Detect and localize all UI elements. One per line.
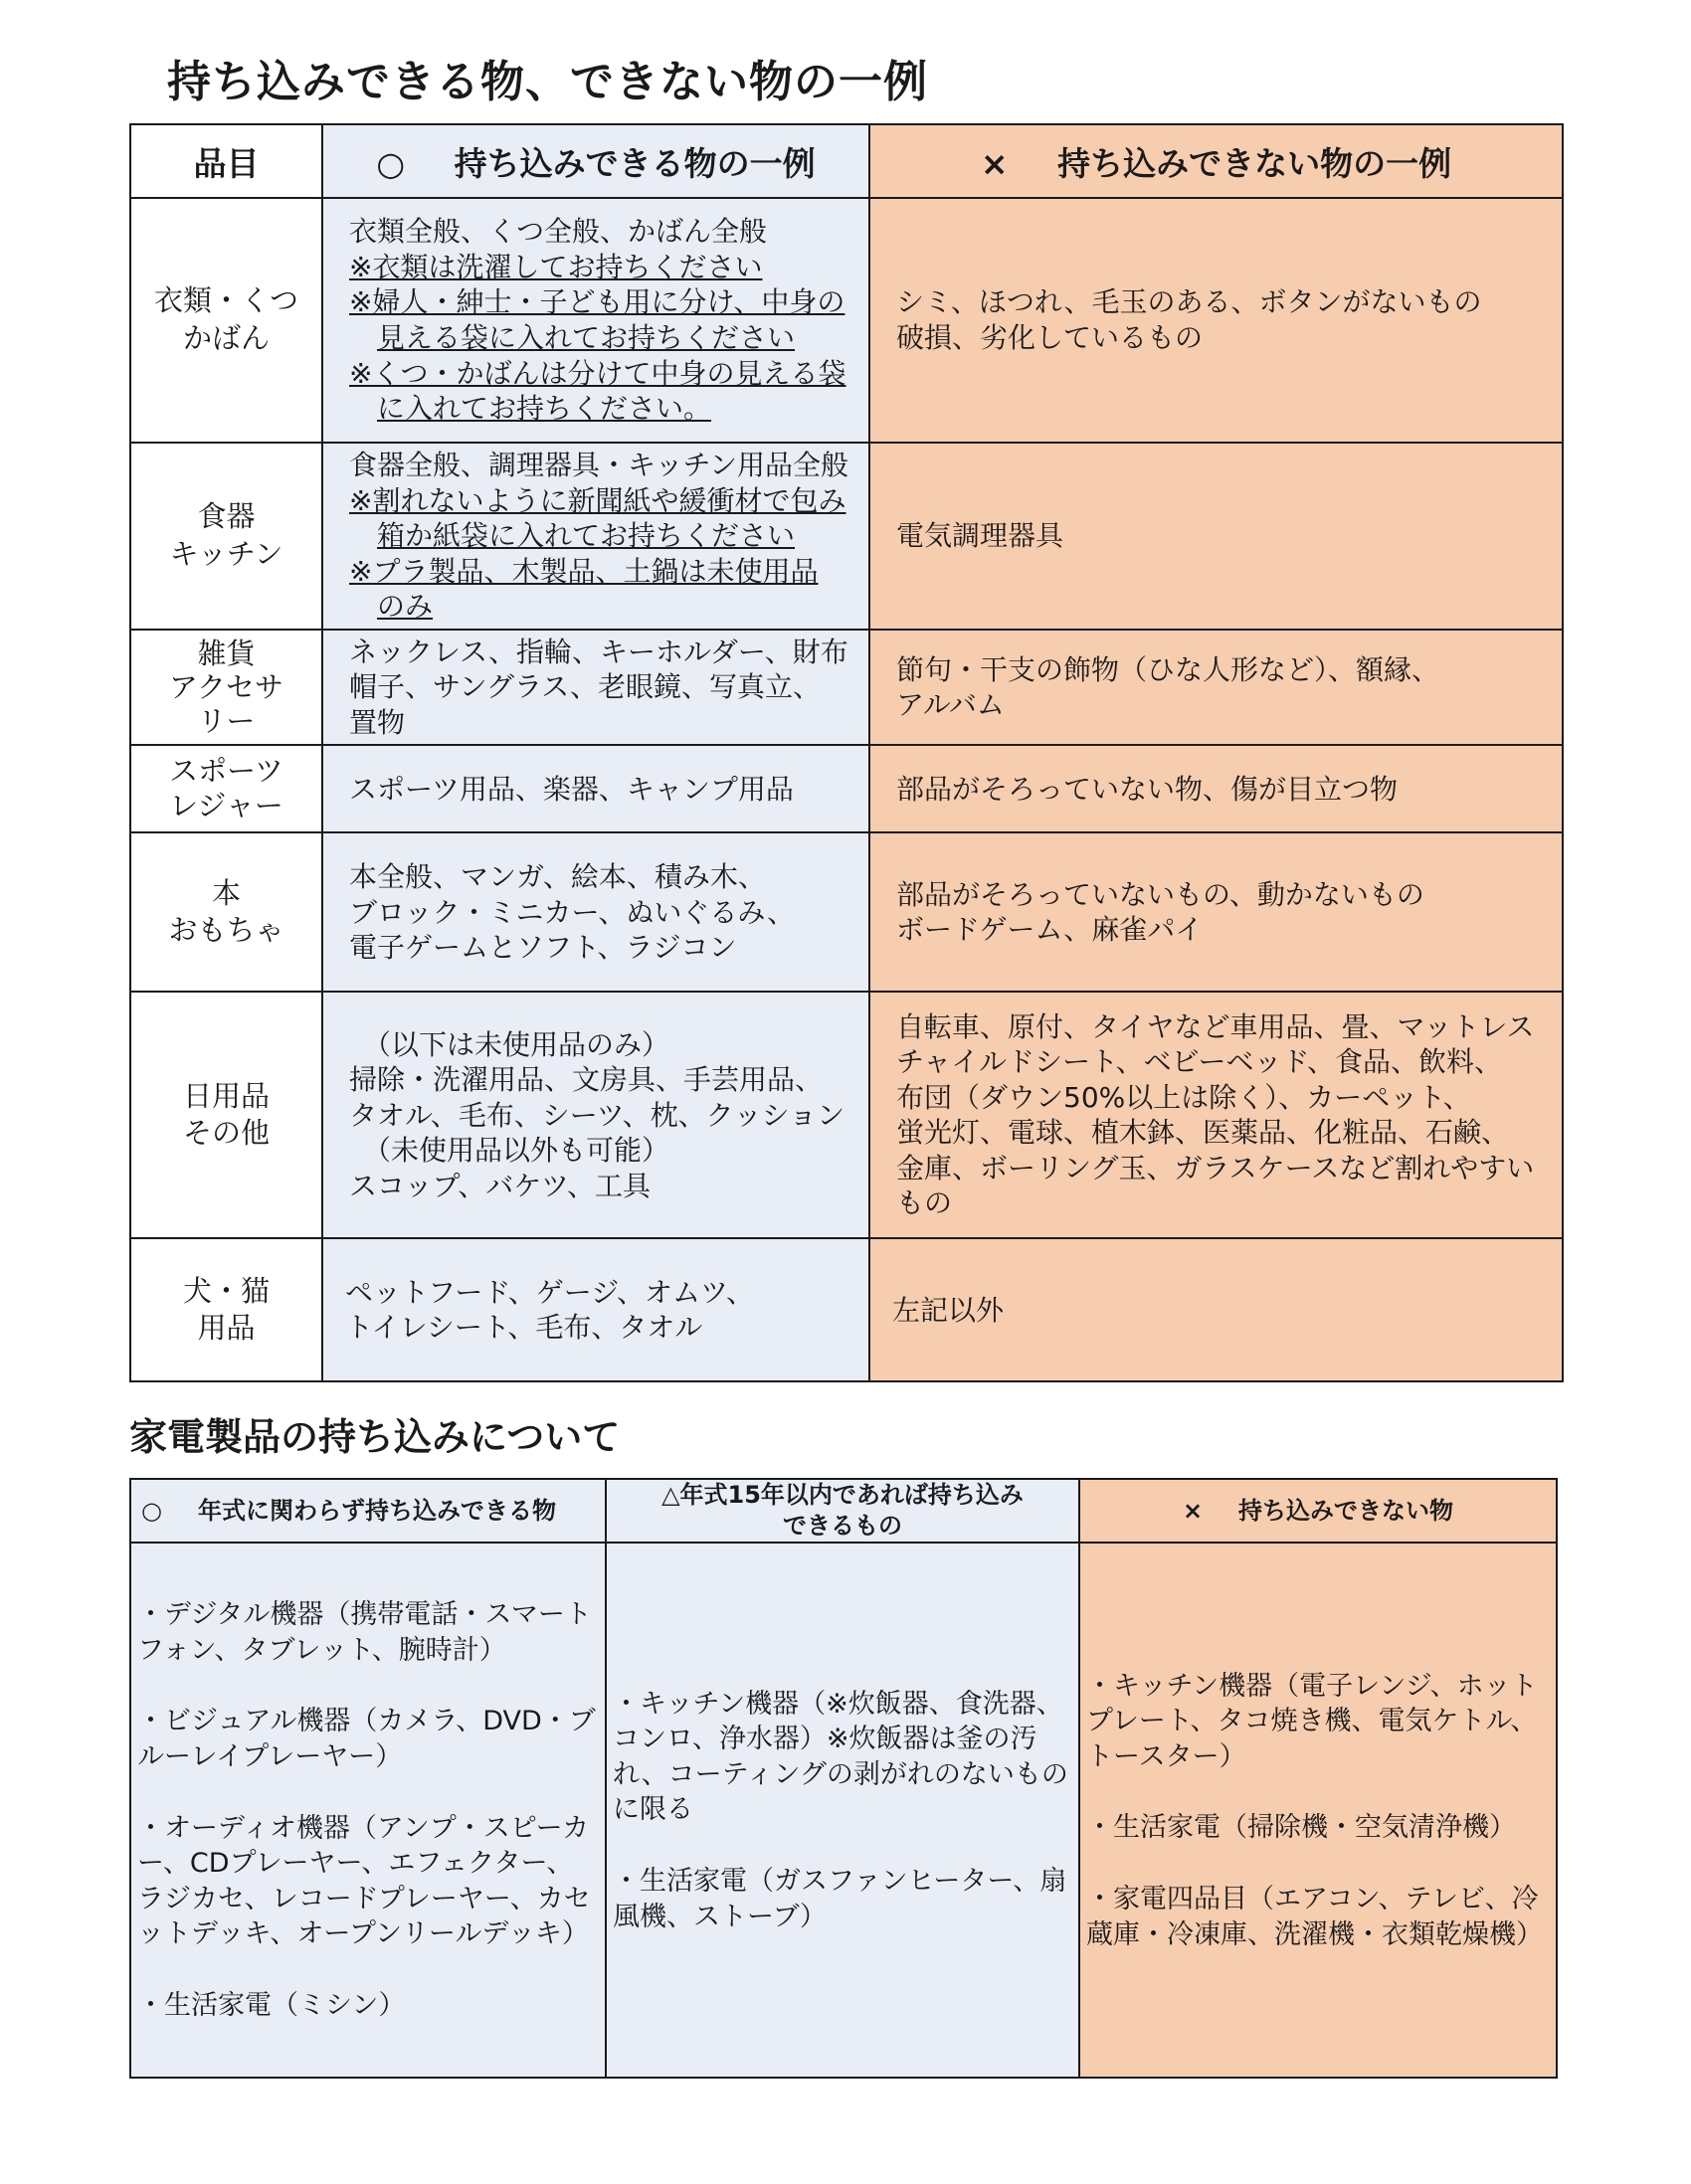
- list-item: ・家電四品目（エアコン、テレビ、冷蔵庫・冷凍庫、洗濯機・衣類乾燥機）: [1086, 1884, 1543, 1950]
- table-row: [130, 630, 1563, 746]
- table-row: [130, 992, 1563, 1238]
- list-item: ・生活家電（ガスファンヒーター、扇風機、ストーブ）: [613, 1866, 1067, 1932]
- ng-cell: シミ、ほつれ、毛玉のある、ボタンがないもの 破損、劣化しているもの: [869, 198, 1563, 443]
- table-row: [130, 1238, 1563, 1381]
- circle-mark: ○: [141, 1496, 162, 1525]
- appliance-table: [129, 1478, 1558, 2079]
- ng-cell: 部品がそろっていない物、傷が目立つ物: [869, 745, 1563, 832]
- category-cell: 衣類・くつ かばん: [130, 198, 322, 443]
- header-appliance-ng-label: 持ち込みできない物: [1238, 1496, 1454, 1525]
- header-ok-label: 持ち込みできる物の一例: [454, 143, 816, 183]
- header-ok: [322, 124, 869, 198]
- cross-mark: ×: [980, 143, 1009, 183]
- ok-cell: 食器全般、調理器具・キッチン用品全般 ※割れないように新聞紙や緩衝材で包み 箱か紙袋に入れてお持ちください ※プラ製品、木製品、土鍋は未使用品 のみ: [322, 443, 869, 630]
- list-item: ・ビジュアル機器（カメラ、DVD・ブルーレイプレーヤー）: [137, 1706, 596, 1772]
- items-table: [129, 123, 1564, 1382]
- header-item: 品目: [130, 124, 322, 198]
- table-row: [130, 832, 1563, 992]
- ok-cell: スポーツ用品、楽器、キャンプ用品: [322, 745, 869, 832]
- list-item: ・キッチン機器（電子レンジ、ホットプレート、タコ焼き機、電気ケトル、トースター）: [1086, 1670, 1538, 1772]
- category-cell: 本 おもちゃ: [130, 832, 322, 992]
- header-ng-label: 持ち込みできない物の一例: [1057, 143, 1452, 183]
- ng-cell: 左記以外: [869, 1238, 1563, 1381]
- ok-cell: 衣類全般、くつ全般、かばん全般 ※衣類は洗濯してお持ちください ※婦人・紳士・子ども用に分け、中身の 見える袋に入れてお持ちください ※くつ・かばんは分けて中身の見える袋 に入れてお持ちください。: [322, 198, 869, 443]
- category-cell: スポーツ レジャー: [130, 745, 322, 832]
- ok-cell: ネックレス、指輪、キーホルダー、財布 帽子、サングラス、老眼鏡、写真立、 置物: [322, 630, 869, 746]
- table-row: [130, 198, 1563, 443]
- list-item: ・デジタル機器（携帯電話・スマートフォン、タブレット、腕時計）: [137, 1599, 592, 1666]
- within-15-years-cell: [606, 1543, 1079, 2078]
- category-cell: 犬・猫 用品: [130, 1238, 322, 1381]
- header-any-year-label: 年式に関わらず持ち込みできる物: [197, 1496, 556, 1525]
- table-row: [130, 745, 1563, 832]
- list-item: ・キッチン機器（※炊飯器、食洗器、コンロ、浄水器）※炊飯器は釜の汚れ、コーティングの剥がれのないものに限る: [613, 1688, 1068, 1826]
- ok-cell: （以下は未使用品のみ） 掃除・洗濯用品、文房具、手芸用品、 タオル、毛布、シーツ、枕、クッション （未使用品以外も可能） スコップ、バケツ、工具: [322, 992, 869, 1238]
- table-header-row: [130, 1479, 1557, 1543]
- ok-cell: 本全般、マンガ、絵本、積み木、 ブロック・ミニカー、ぬいぐるみ、 電子ゲームとソフト、ラジコン: [322, 832, 869, 992]
- table-row: [130, 443, 1563, 630]
- header-ng: [869, 124, 1563, 198]
- ng-cell: 節句・干支の飾物（ひな人形など）、額縁、 アルバム: [869, 630, 1563, 746]
- category-cell: 食器 キッチン: [130, 443, 322, 630]
- appliance-ng-cell: [1079, 1543, 1557, 2078]
- header-within-15-years: △年式15年以内であれば持ち込み できるもの: [606, 1479, 1079, 1543]
- circle-mark: ○: [376, 143, 406, 183]
- ng-cell: 自転車、原付、タイヤなど車用品、畳、マットレス チャイルドシート、ベビーベッド、食品、飲料、 布団（ダウン50%以上は除く）、カーペット、 蛍光灯、電球、植木鉢、医薬品、化粧品、石鹸、 金庫、ボーリング玉、ガラスケースなど割れやすい もの: [869, 992, 1563, 1238]
- header-any-year: [130, 1479, 606, 1543]
- cross-mark: ×: [1182, 1496, 1204, 1525]
- ng-cell: 電気調理器具: [869, 443, 1563, 630]
- list-item: ・生活家電（掃除機・空気清浄機）: [1086, 1812, 1516, 1844]
- appliance-section-title: 家電製品の持ち込みについて: [129, 1415, 621, 1459]
- ng-cell: 部品がそろっていないもの、動かないもの ボードゲーム、麻雀パイ: [869, 832, 1563, 992]
- category-cell: 日用品 その他: [130, 992, 322, 1238]
- list-item: ・生活家電（ミシン）: [137, 1990, 406, 2022]
- table-header-row: [130, 124, 1563, 198]
- header-appliance-ng: [1079, 1479, 1557, 1543]
- page-title: 持ち込みできる物、できない物の一例: [167, 57, 928, 107]
- category-cell: 雑貨 アクセサ リー: [130, 630, 322, 746]
- any-year-cell: [130, 1543, 606, 2078]
- list-item: ・オーディオ機器（アンプ・スピーカー、CDプレーヤー、エフェクター、ラジカセ、レコードプレーヤー、カセットデッキ、オープンリールデッキ）: [137, 1812, 591, 1950]
- table-row: [130, 1543, 1557, 2078]
- ok-cell: ペットフード、ゲージ、オムツ、 トイレシート、毛布、タオル: [322, 1238, 869, 1381]
